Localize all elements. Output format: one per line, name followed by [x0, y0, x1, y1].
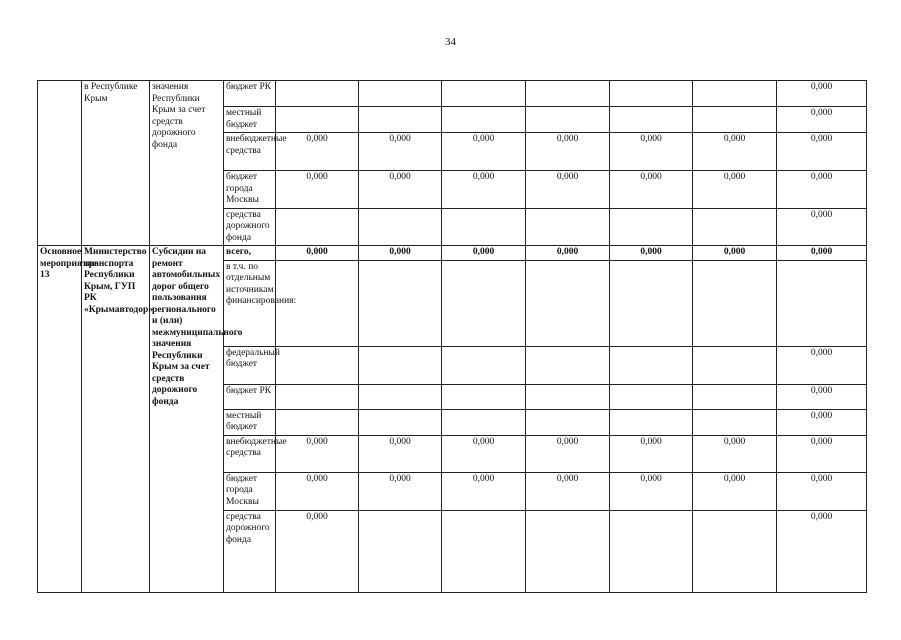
value-cell: [442, 107, 526, 133]
page-number: 34: [445, 36, 456, 48]
value-cell: 0,000: [610, 472, 693, 510]
value-cell: 0,000: [359, 171, 442, 209]
source-cell: бюджет РК: [224, 81, 276, 107]
value-cell: [610, 384, 693, 409]
value-cell: 0,000: [359, 246, 442, 261]
value-cell: [526, 384, 610, 409]
table-row-total: [38, 246, 867, 261]
description-cell: значения Республики Крым за счет средств дорожного фонда: [150, 81, 224, 246]
source-cell: всего,: [224, 246, 276, 261]
value-cell: 0,000: [777, 246, 867, 261]
value-cell: 0,000: [610, 171, 693, 209]
source-cell: внебюджетные средства: [224, 435, 276, 472]
value-cell: [610, 409, 693, 435]
value-cell: 0,000: [276, 435, 359, 472]
source-cell: в т.ч. по отдельным источникам финансирования:: [224, 260, 276, 346]
value-cell: [526, 409, 610, 435]
value-cell: [276, 81, 359, 107]
value-cell: 0,000: [777, 81, 867, 107]
value-cell: [276, 208, 359, 246]
value-cell: 0,000: [777, 133, 867, 171]
value-cell: [610, 81, 693, 107]
value-cell: [359, 81, 442, 107]
value-cell: [610, 510, 693, 592]
value-cell: 0,000: [276, 246, 359, 261]
value-cell: 0,000: [693, 246, 777, 261]
value-cell: 0,000: [777, 171, 867, 209]
value-cell: [610, 260, 693, 346]
value-cell: [359, 260, 442, 346]
value-cell: [442, 81, 526, 107]
value-cell: 0,000: [526, 171, 610, 209]
value-cell: [693, 346, 777, 384]
value-cell: [526, 107, 610, 133]
value-cell: 0,000: [359, 435, 442, 472]
value-cell: 0,000: [526, 435, 610, 472]
value-cell: 0,000: [442, 171, 526, 209]
value-cell: [526, 81, 610, 107]
value-cell: [693, 208, 777, 246]
value-cell: 0,000: [359, 133, 442, 171]
value-cell: [526, 260, 610, 346]
value-cell: 0,000: [777, 435, 867, 472]
value-cell: [359, 107, 442, 133]
value-cell: 0,000: [442, 435, 526, 472]
value-cell: 0,000: [276, 510, 359, 592]
value-cell: [442, 346, 526, 384]
value-cell: [276, 346, 359, 384]
value-cell: 0,000: [777, 208, 867, 246]
value-cell: [693, 260, 777, 346]
value-cell: [276, 107, 359, 133]
value-cell: [610, 346, 693, 384]
value-cell: [610, 107, 693, 133]
value-cell: [526, 208, 610, 246]
value-cell: [693, 409, 777, 435]
value-cell: 0,000: [276, 472, 359, 510]
value-cell: 0,000: [693, 472, 777, 510]
source-cell: бюджет города Москвы: [224, 472, 276, 510]
source-cell: бюджет РК: [224, 384, 276, 409]
event-cell: [38, 81, 82, 246]
value-cell: [276, 409, 359, 435]
value-cell: 0,000: [693, 171, 777, 209]
event-cell: Основное мероприятие 13: [38, 246, 82, 593]
value-cell: 0,000: [442, 133, 526, 171]
value-cell: 0,000: [777, 472, 867, 510]
value-cell: [526, 346, 610, 384]
value-cell: [276, 384, 359, 409]
value-cell: [693, 81, 777, 107]
value-cell: 0,000: [610, 435, 693, 472]
value-cell: [693, 107, 777, 133]
value-cell: [359, 346, 442, 384]
value-cell: [442, 208, 526, 246]
value-cell: 0,000: [276, 171, 359, 209]
table-row: [38, 81, 867, 107]
value-cell: 0,000: [777, 409, 867, 435]
value-cell: [693, 510, 777, 592]
value-cell: 0,000: [526, 472, 610, 510]
value-cell: [359, 208, 442, 246]
source-cell: местный бюджет: [224, 409, 276, 435]
value-cell: 0,000: [526, 133, 610, 171]
value-cell: [442, 384, 526, 409]
value-cell: [359, 510, 442, 592]
value-cell: [442, 409, 526, 435]
value-cell: [442, 510, 526, 592]
value-cell: 0,000: [442, 472, 526, 510]
value-cell: [359, 409, 442, 435]
responsible-cell: Министерство транспорта Республики Крым, ГУП РК «Крымавтодор»: [82, 246, 150, 593]
value-cell: [693, 384, 777, 409]
budget-table: [37, 80, 867, 593]
value-cell: [442, 260, 526, 346]
value-cell: [526, 510, 610, 592]
value-cell: [359, 384, 442, 409]
value-cell: 0,000: [693, 133, 777, 171]
value-cell: 0,000: [442, 246, 526, 261]
source-cell: местный бюджет: [224, 107, 276, 133]
table-body: [38, 81, 867, 593]
description-cell: Субсидии на ремонт автомобильных дорог общего пользования регионального и (или) межмуниципального значения Республики Крым за счет средств дорожного фонда: [150, 246, 224, 593]
value-cell: 0,000: [359, 472, 442, 510]
source-cell: федеральный бюджет: [224, 346, 276, 384]
value-cell: 0,000: [610, 133, 693, 171]
source-cell: бюджет города Москвы: [224, 171, 276, 209]
value-cell: 0,000: [526, 246, 610, 261]
value-cell: 0,000: [693, 435, 777, 472]
value-cell: 0,000: [276, 133, 359, 171]
source-cell: средства дорожного фонда: [224, 208, 276, 246]
source-cell: внебюджетные средства: [224, 133, 276, 171]
value-cell: [777, 260, 867, 346]
value-cell: [610, 208, 693, 246]
value-cell: 0,000: [610, 246, 693, 261]
value-cell: 0,000: [777, 346, 867, 384]
value-cell: 0,000: [777, 107, 867, 133]
value-cell: 0,000: [777, 510, 867, 592]
value-cell: 0,000: [777, 384, 867, 409]
source-cell: средства дорожного фонда: [224, 510, 276, 592]
responsible-cell: в Республике Крым: [82, 81, 150, 246]
